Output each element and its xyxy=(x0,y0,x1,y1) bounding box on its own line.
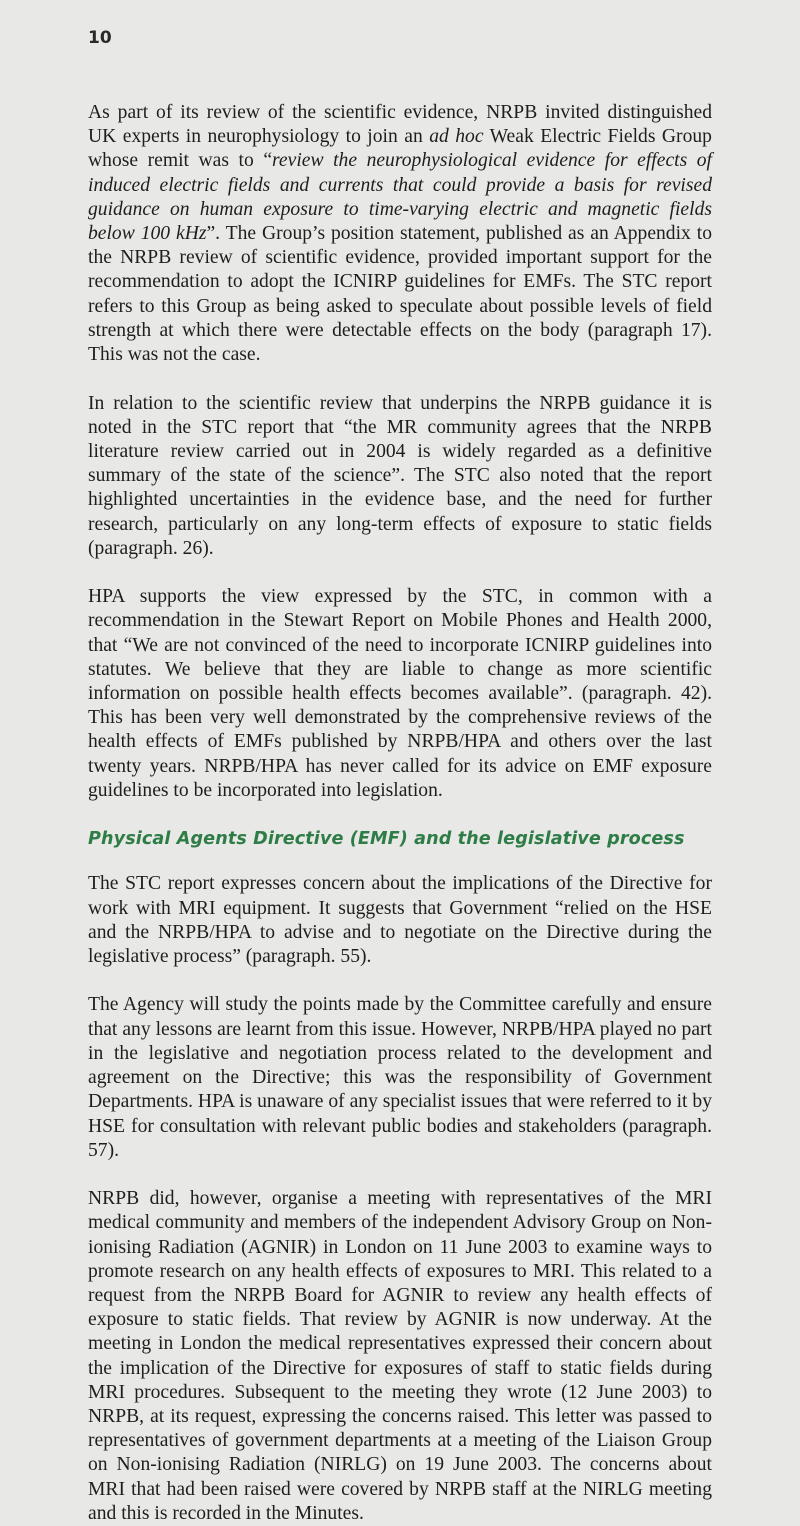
p1-italic-remit: review the neurophysiological evidence for effects of induced electric fields and currents that could provide a basis for revised guidance on human exposure to time-varying electric and magnetic fields below 100 kHz xyxy=(88,150,713,245)
paragraph-agency-study: The Agency will study the points made by the Committee carefully and ensure that any lessons are learnt from this issue. However, NRPB/HPA played no part in the legislative and negotiation process related to the development and agreement on the Directive; this was the responsibility of Government Departments. HPA is unaware of any specialist issues that were referred to it by HSE for consultation with relevant public bodies and stakeholders (paragraph. 57). xyxy=(88,994,712,1161)
p1-text-a: As part of its review of the scientific evidence, NRPB invited distinguished UK experts in neurophysiology to join an xyxy=(88,102,712,148)
paragraph-nrpb-meeting: NRPB did, however, organise a meeting with representatives of the MRI medical community and members of the independent Advisory Group on Non-ionising Radiation (AGNIR) in London on 11 June 2003 to examine ways to promote research on any health effects of exposures to MRI. This related to a request from the NRPB Board for AGNIR to review any health effects of exposure to static fields. That review by AGNIR is now underway. At the meeting in London the medical representatives expressed their concern about the implication of the Directive for exposures of staff to static fields during MRI procedures. Subsequent to the meeting they wrote (12 June 2003) to NRPB, at its request, expressing the concerns raised. This letter was passed to representatives of government departments at a meeting of the Liaison Group on Non-ionising Radiation (NIRLG) on 19 June 2003. The concerns about MRI that had been raised were covered by NRPB staff at the NIRLG meeting and this is recorded in the Minutes. xyxy=(88,1188,712,1524)
paragraph-scientific-review: In relation to the scientific review that underpins the NRPB guidance it is noted in the STC report that “the MR community agrees that the NRPB literature review carried out in 2004 is widely regarded as a definitive summary of the state of the science”. The STC also noted that the report highlighted uncertainties in the evidence base, and the need for further research, particularly on any long-term effects of exposure to static fields (paragraph. 26). xyxy=(88,392,712,559)
document-body xyxy=(88,101,712,1526)
paragraph-weak-electric-fields-group xyxy=(88,101,712,367)
paragraph-hpa-view: HPA supports the view expressed by the STC, in common with a recommendation in the Stewart Report on Mobile Phones and Health 2000, that “We are not convinced of the need to incorporate ICNIRP guidelines into statutes. We believe that they are liable to change as more scientific information on possible health effects becomes available”. (paragraph. 42). This has been very well demonstrated by the comprehensive reviews of the health effects of EMFs published by NRPB/HPA and others over the last twenty years. NRPB/HPA has never called for its advice on EMF exposure guidelines to be incorporated into legislation. xyxy=(88,586,712,801)
p1-italic-ad-hoc: ad hoc xyxy=(429,126,484,148)
p1-text-c: Weak Electric Fields Group whose remit was to “ xyxy=(88,126,712,172)
paragraph-mri-concern: The STC report expresses concern about the implications of the Directive for work with MRI equipment. It suggests that Government “relied on the HSE and the NRPB/HPA to advise and to negotiate on the Directive during the legislative process” (paragraph. 55). xyxy=(88,873,712,967)
p1-text-e: ”. The Group’s position statement, published as an Appendix to the NRPB review of scientific evidence, provided important support for the recommendation to adopt the ICNIRP guidelines for EMFs. The STC report refers to this Group as being asked to speculate about possible levels of field strength at which there were detectable effects on the body (paragraph 17). This was not the case. xyxy=(88,223,712,366)
page-number: 10 xyxy=(88,28,112,48)
section-heading: Physical Agents Directive (EMF) and the legislative process xyxy=(88,829,685,850)
